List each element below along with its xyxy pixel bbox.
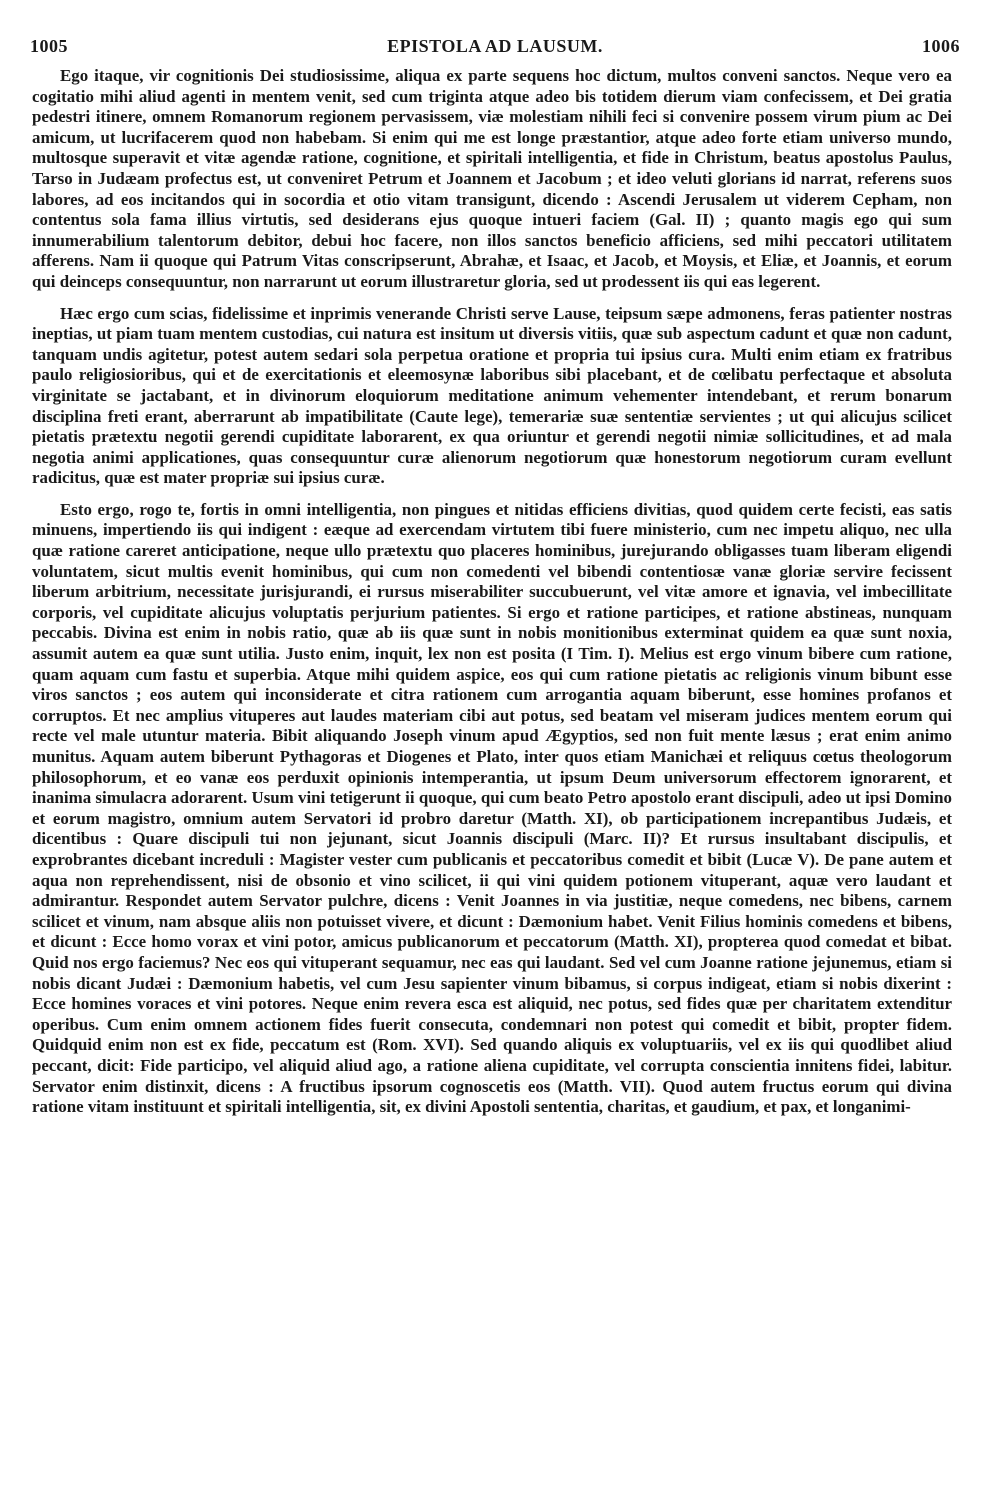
page-number-left: 1005 [30,36,68,56]
running-header [30,36,960,60]
paragraph-1: Ego itaque, vir cognitionis Dei studiosissime, aliqua ex parte sequens hoc dictum, multos conveni sanctos. Neque vero ea cogitatio mihi aliud agenti in mentem venit, sed cum triginta atque adeo bis totidem dierum viam confecissem, et Dei gratia pedestri itinere, omnem Romanorum regionem pervasissem, viæ molestiam nihili feci si convenire possem virum pium ac Dei amicum, ut lucrifacerem quod non habebam. Si enim qui me est longe præstantior, atque adeo forte etiam universo mundo, multosque superavit et vitæ agendæ ratione, cognitione, et spiritali intelligentia, et fide in Christum, beatus apostolus Paulus, Tarso in Judæam profectus est, ut conveniret Petrum et Joannem et Jacobum ; et ideo veluti glorians id narrat, referens suos labores, ad eos incitandos qui in socordia et otio vitam transigunt, dicendo : Ascendi Jerusalem ut viderem Cepham, non contentus sola fama illius virtutis, sed desiderans ejus quoque intueri faciem (Gal. II) ; quanto magis ego qui sum innumerabilium talentorum debitor, debui hoc facere, non illos sanctos beneficio afficiens, sed mihi peccatori utilitatem afferens. Nam ii quoque qui Patrum Vitas conscripserunt, Abrahæ, et Isaac, et Jacob, et Moysis, et Eliæ, et Joannis, et eorum qui deinceps consequuntur, non narrarunt ut eorum illustraretur gloria, sed ut prodessent iis qui eas legerent. [32,66,952,291]
text-body [32,66,952,1129]
page-title: EPISTOLA AD LAUSUM. [387,36,603,56]
paragraph-2: Hæc ergo cum scias, fidelissime et inprimis venerande Christi serve Lause, teipsum sæpe admonens, feras patienter nostras ineptias, ut piam tuam mentem custodias, cui natura est insitum ut diversis vitiis, quæ sub aspectum cadunt et quæ non cadunt, tanquam undis agitetur, potest autem sedari sola perpetua oratione et propria tui ipsius cura. Multi enim etiam ex fratribus paulo religiosioribus, qui et de exercitationis et eleemosynæ laboribus sibi placebant, et de cœlibatu perfectaque et absoluta virginitate se jactabant, et in divinorum eloquiorum meditatione animum vehementer intendebant, et rerum bonarum disciplina freti erant, aberrarunt ab impatibilitate (Caute lege), temerariæ suæ sententiæ servientes ; ut qui alicujus scilicet pietatis prætextu negotii gerendi cupiditate laborarent, ex qua oriuntur et gerendi negotii nimiæ sollicitudines, et ad mala negotia animi applicationes, quas consequuntur curæ alienorum negotiorum quæ honestorum negotiorum curam evellunt radicitus, quæ est mater propriæ sui ipsius curæ. [32,303,952,488]
page-number-right: 1006 [922,36,960,56]
paragraph-3: Esto ergo, rogo te, fortis in omni intelligentia, non pingues et nitidas efficiens divitias, quod quidem certe fecisti, eas satis minuens, impertiendo iis qui indigent : eæque ad exercendam virtutem tibi fuere ministerio, cum nec impetu aliquo, nec ulla quæ ratione careret anticipatione, neque ullo prætextu quo placeres hominibus, jurejurando obligasses tuam liberam eligendi voluntatem, sicut multis evenit hominibus, qui cum non comedenti vel bibendi contentiosæ vanæ gloriæ servire fecissent liberum arbitrium, necessitate jurisjurandi, ei rursus miserabiliter succubuerunt, vel vitæ amore et ignavia, vel imbecillitate corporis, vel cupiditate alicujus voluptatis perjurium patientes. Si ergo et ratione participes, et ratione abstineas, nunquam peccabis. Divina est enim in nobis ratio, quæ ab iis quæ sunt in nobis monitionibus exterminat quidem ea quæ sunt noxia, assumit autem ea quæ sunt utilia. Justo enim, inquit, lex non est posita (I Tim. I). Melius est ergo vinum bibere cum ratione, quam aquam cum fastu et superbia. Atque mihi quidem aspice, eos qui cum ratione pietatis ac religionis vinum bibunt esse viros sanctos ; eos autem qui inconsiderate et citra rationem cum arrogantia aquam biberunt, esse homines profanos et corruptos. Et nec amplius vituperes aut laudes materiam cibi aut potus, sed beatam vel miseram judices mentem eorum qui recte vel male utuntur materia. Bibit aliquando Joseph vinum apud Ægyptios, sed non fuit mente læsus ; erat enim animo munitus. Aquam autem biberunt Pythagoras et Diogenes et Plato, inter quos etiam Manichæi et reliquus cœtus theologorum philosophorum, et eo vanæ eos perduxit opinionis intemperantia, ut ipsum Deum universorum effectorem ignorarent, et inanima simulacra adorarent. Usum vini tetigerunt ii quoque, qui cum beato Petro apostolo erant discipuli, adeo ut ipsi Domino et eorum magistro, omnium autem Servatori id probro daretur (Matth. XI), ob participationem increpantibus Judæis, et dicentibus : Quare discipuli tui non jejunant, sicut Joannis discipuli (Marc. II)? Et rursus insultabant discipulis, et exprobrantes dicebant increduli : Magister vester cum publicanis et peccatoribus comedit et bibit (Lucæ V). De pane autem et aqua non reprehendissent, nisi de obsonio et vino scilicet, ii qui vini quidem potionem vituperant, aquæ vero laudant et admirantur. Respondet autem Servator pulchre, dicens : Venit Joannes in via justitiæ, neque comedens, nec bibens, carnem scilicet et vinum, nam absque aliis non potuisset vivere, et dicunt : Dæmonium habet. Venit Filius hominis comedens et bibens, et dicunt : Ecce homo vorax et vini potor, amicus publicanorum et peccatorum (Matth. XI), propterea quod comedat et bibat. Quid nos ergo faciemus? Nec eos qui vituperant sequamur, nec eas qui laudant. Sed vel cum Joanne ratione jejunemus, etiam si nobis dicant Judæi : Dæmonium habetis, vel cum Jesu sapienter vinum bibamus, si corpus indigeat, etiam si nobis dixerint : Ecce homines voraces et vini potores. Neque enim revera esca est aliquid, nec potus, sed fides quæ per charitatem extenditur operibus. Cum enim omnem actionem fides fuerit consecuta, condemnari non potest qui comedit et bibit, propter fidem. Quidquid enim non est ex fide, peccatum est (Rom. XVI). Sed quando aliquis ex voluptuariis, vel ex iis qui quodlibet aliud peccant, dicit: Fide participo, vel aliquid aliud ago, a ratione aliena cupiditate, vel corrupta conscientia innitens fidei, labitur. Servator enim distinxit, dicens : A fructibus ipsorum cognoscetis eos (Matth. VII). Quod autem fructus eorum qui divina ratione vitam instituunt et spiritali intelligentia, sit, ex divini Apostoli sententia, charitas, et gaudium, et pax, et longanimi- [32,499,952,1117]
